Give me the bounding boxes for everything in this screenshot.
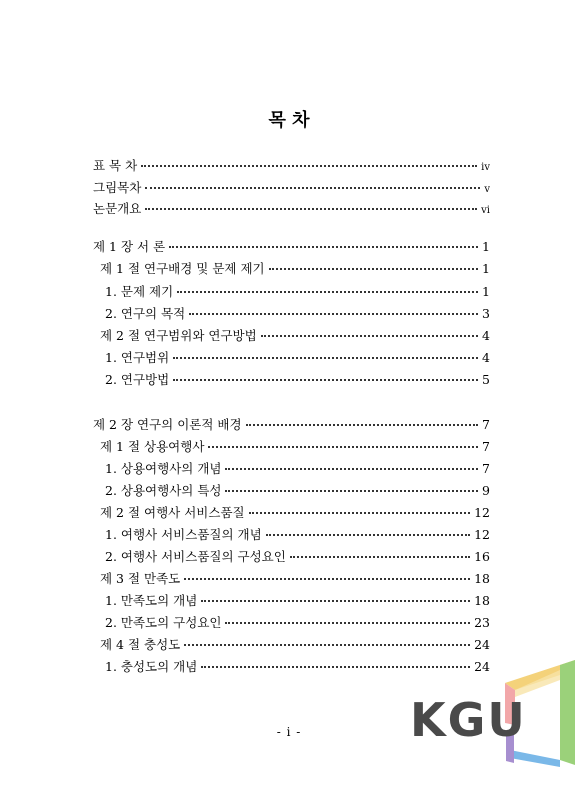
toc-entry-label: 제 2 절 여행사 서비스품질 xyxy=(100,505,245,520)
leader-dots xyxy=(225,468,478,470)
toc-entry-label: 제 4 절 충성도 xyxy=(100,637,181,652)
toc-page-number: 16 xyxy=(474,549,490,564)
toc-page-number: vi xyxy=(481,205,490,216)
toc-entry-label: 2. 만족도의 구성요인 xyxy=(105,615,222,630)
toc-entry-abstract[interactable] xyxy=(93,201,490,219)
leader-dots xyxy=(208,446,478,448)
toc-page-number: 18 xyxy=(474,571,490,586)
toc-entry-chapter[interactable] xyxy=(93,417,490,433)
toc-entry-section[interactable] xyxy=(100,571,490,587)
toc-page-number: 1 xyxy=(482,284,490,299)
toc-entry-subsection[interactable] xyxy=(105,306,490,322)
leader-dots xyxy=(261,335,478,337)
leader-dots xyxy=(141,165,477,167)
toc-entry-label: 2. 연구방법 xyxy=(105,372,170,387)
toc-entry-section[interactable] xyxy=(100,637,490,653)
toc-entry-label: 그림목차 xyxy=(93,180,142,195)
leader-dots xyxy=(184,578,470,580)
leader-dots xyxy=(169,246,478,248)
toc-page-number: 3 xyxy=(482,306,490,321)
toc-entry-label: 2. 여행사 서비스품질의 구성요인 xyxy=(105,549,286,564)
toc-entry-section[interactable] xyxy=(100,261,490,277)
toc-entry-label: 제 1 절 상용여행사 xyxy=(100,439,205,454)
leader-dots xyxy=(246,424,478,426)
leader-dots xyxy=(266,534,470,536)
leader-dots xyxy=(177,291,478,293)
toc-page-number: 24 xyxy=(474,637,490,652)
toc-page-number: 7 xyxy=(482,461,490,476)
toc-entry-label: 2. 상용여행사의 특성 xyxy=(105,483,222,498)
page-title: 목 차 xyxy=(268,110,310,131)
toc-page-number: 4 xyxy=(482,350,490,365)
toc-page-number: 5 xyxy=(482,372,490,387)
leader-dots xyxy=(173,357,478,359)
kgu-watermark-logo xyxy=(410,655,578,775)
toc-entry-label: 제 3 절 만족도 xyxy=(100,571,181,586)
toc-page-number: 9 xyxy=(482,483,490,498)
toc-page-number: iv xyxy=(481,162,490,173)
leader-dots xyxy=(201,600,470,602)
toc-entry-subsection[interactable] xyxy=(105,593,490,609)
toc-entry-label: 1. 연구범위 xyxy=(105,350,170,365)
toc-entry-section[interactable] xyxy=(100,505,490,521)
toc-page-number: 7 xyxy=(482,439,490,454)
toc-entry-subsection[interactable] xyxy=(105,483,490,499)
toc-entry-list-of-tables[interactable] xyxy=(93,158,490,176)
leader-dots xyxy=(145,187,480,189)
toc-entry-chapter[interactable] xyxy=(93,239,490,255)
toc-page-number: 4 xyxy=(482,328,490,343)
toc-entry-subsection[interactable] xyxy=(105,372,490,388)
toc-entry-label: 1. 충성도의 개념 xyxy=(105,659,198,674)
toc-entry-list-of-figures[interactable] xyxy=(93,180,490,198)
toc-entry-label: 논문개요 xyxy=(93,201,142,216)
toc-entry-label: 1. 문제 제기 xyxy=(105,284,174,299)
toc-page-number: 23 xyxy=(474,615,490,630)
toc-entry-subsection[interactable] xyxy=(105,527,490,543)
leader-dots xyxy=(145,208,477,210)
leader-dots xyxy=(189,313,478,315)
toc-entry-subsection[interactable] xyxy=(105,461,490,477)
toc-entry-label: 제 2 장 연구의 이론적 배경 xyxy=(93,417,242,432)
leader-dots xyxy=(225,622,470,624)
leader-dots xyxy=(269,268,478,270)
leader-dots xyxy=(173,379,478,381)
logo-text: KGU xyxy=(410,693,527,747)
toc-entry-label: 1. 여행사 서비스품질의 개념 xyxy=(105,527,262,542)
toc-entry-subsection[interactable] xyxy=(105,284,490,300)
toc-entry-subsection[interactable] xyxy=(105,615,490,631)
toc-entry-section[interactable] xyxy=(100,328,490,344)
toc-entry-label: 2. 연구의 목적 xyxy=(105,306,186,321)
toc-entry-label: 제 1 절 연구배경 및 문제 제기 xyxy=(100,261,265,276)
toc-entry-section[interactable] xyxy=(100,439,490,455)
toc-page-number: 7 xyxy=(482,417,490,432)
toc-page-number: 12 xyxy=(474,505,490,520)
toc-page-number: 12 xyxy=(474,527,490,542)
toc-entry-label: 1. 만족도의 개념 xyxy=(105,593,198,608)
leader-dots xyxy=(225,490,478,492)
toc-page-number: 1 xyxy=(482,261,490,276)
toc-page-number: 24 xyxy=(474,659,490,674)
toc-entry-label: 제 2 절 연구범위와 연구방법 xyxy=(100,328,257,343)
toc-page-number: v xyxy=(484,184,490,195)
toc-entry-subsection[interactable] xyxy=(105,350,490,366)
toc-entry-subsection[interactable] xyxy=(105,549,490,565)
leader-dots xyxy=(249,512,470,514)
toc-page-number: 18 xyxy=(474,593,490,608)
toc-entry-label: 제 1 장 서 론 xyxy=(93,239,166,254)
leader-dots xyxy=(290,556,470,558)
toc-entry-label: 1. 상용여행사의 개념 xyxy=(105,461,222,476)
toc-page-number: 1 xyxy=(482,239,490,254)
page-number-footer: - i - xyxy=(276,725,302,739)
leader-dots xyxy=(184,644,470,646)
toc-entry-label: 표 목 차 xyxy=(93,158,138,173)
